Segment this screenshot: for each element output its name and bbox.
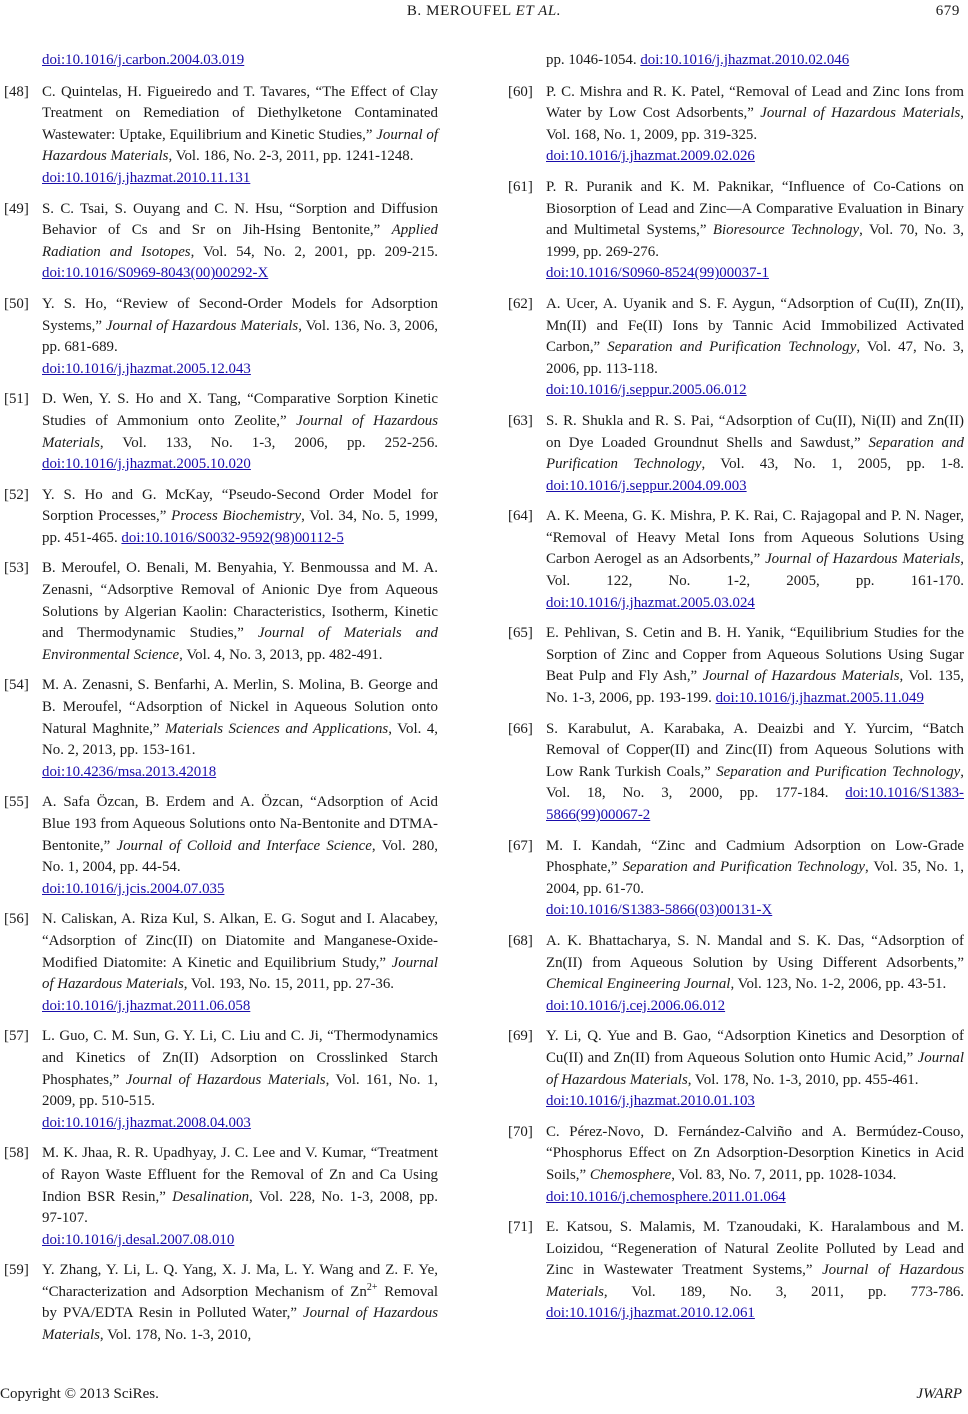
- reference-text: , Vol. 47, No. 3, 2006, pp. 113-118.: [546, 339, 964, 377]
- doi-link[interactable]: doi:10.1016/j.jhazmat.2005.11.049: [715, 690, 924, 707]
- doi-link[interactable]: doi:10.1016/j.jhazmat.2010.11.131: [42, 169, 251, 186]
- reference-number: [61]: [508, 178, 533, 195]
- reference-entry: [508, 623, 964, 709]
- reference-text: Y. S. Ho, “Review of Second-Order Models for Adsorption Systems,”: [42, 295, 438, 334]
- doi-link[interactable]: doi:10.1016/S0032-9592(98)00112-5: [121, 529, 344, 546]
- reference-entry: [4, 82, 438, 190]
- reference-number: [69]: [508, 1028, 533, 1045]
- reference-text: B. Meroufel, O. Benali, M. Benyahia, Y. Benmoussa and M. A. Zenasni, “Adsorptive Removal of Anionic Dye from Aqueous Solutions by Algerian Kaolin: Characteristics, Isotherm, Kinetic and Thermodynamic Studies,”: [42, 560, 438, 642]
- reference-entry: [4, 909, 438, 1017]
- reference-text: , Vol. 123, No. 1-2, 2006, pp. 43-51.: [730, 976, 947, 993]
- doi-link[interactable]: doi:10.1016/j.jhazmat.2005.03.024: [546, 594, 755, 611]
- reference-entry: [4, 1026, 438, 1134]
- reference-text: , Vol. 136, No. 3, 2006, pp. 681-689.: [42, 317, 439, 356]
- reference-text: , Vol. 178, No. 1-3, 2010,: [99, 1327, 252, 1344]
- reference-text: M. K. Jhaa, R. R. Upadhyay, J. C. Lee and V. Kumar, “Treatment of Rayon Waste Effluent for the Removal of Zn and Ca Using Indion BSR Resin,”: [42, 1145, 438, 1205]
- reference-text: Y. Li, Q. Yue and B. Gao, “Adsorption Kinetics and Desorption of Cu(II) and Zn(II) from Aqueous Solution onto Humic Acid,”: [546, 1028, 964, 1066]
- reference-entry: [508, 931, 964, 1017]
- reference-text: E. Katsou, S. Malamis, M. Tzanoudaki, K. Haralambous and M. Loizidou, “Regeneration of Natural Zeolite Polluted by Lead and Zinc in Wastewater Treatment Systems,”: [546, 1219, 964, 1279]
- doi-link[interactable]: doi:10.1016/S0960-8524(99)00037-1: [546, 265, 769, 282]
- reference-journal: Journal of Hazardous Materials: [125, 1071, 326, 1088]
- reference-text: , Vol. 280, No. 1, 2004, pp. 44-54.: [42, 837, 439, 876]
- doi-link[interactable]: doi:10.1016/j.jhazmat.2005.12.043: [42, 360, 251, 377]
- reference-list-right: [508, 82, 964, 1325]
- reference-journal: Chemosphere: [589, 1166, 672, 1183]
- page-number: 679: [935, 3, 960, 19]
- reference-journal: Journal of Hazardous Materials: [42, 954, 438, 993]
- reference-journal: Journal of Hazardous Materials: [760, 105, 961, 122]
- reference-text: S. Karabulut, A. Karabaka, A. Deaizbi and Y. Yurcim, “Batch Removal of Copper(II) and Zinc(II) from Aqueous Solutions with Low Rank Turkish Coals,”: [546, 720, 964, 780]
- reference-entry: [508, 82, 964, 168]
- doi-link[interactable]: doi:10.4236/msa.2013.42018: [42, 763, 217, 780]
- superscript-charge: 2+: [366, 1281, 378, 1293]
- reference-journal: Bioresource Technology: [712, 222, 860, 239]
- reference-text: M. I. Kandah, “Zinc and Cadmium Adsorption on Low-Grade Phosphate,”: [546, 837, 964, 876]
- doi-link[interactable]: doi:10.1016/S1383-5866(03)00131-X: [546, 902, 773, 919]
- reference-entry: [508, 177, 964, 285]
- reference-entry: [508, 1026, 964, 1112]
- reference-number: [52]: [4, 486, 29, 503]
- reference-text: A. K. Meena, G. K. Mishra, P. K. Rai, C. Rajagopal and P. N. Nager, “Removal of Heavy Metal Ions from Aqueous Solutions Using Carbon Aerogel as an Adsorbents,”: [546, 508, 964, 568]
- reference-text: , Vol. 4, No. 2, 2013, pp. 153-161.: [42, 720, 438, 759]
- reference-journal: Materials Sciences and Applications: [165, 720, 389, 737]
- reference-text: , Vol. 133, No. 1-3, 2006, pp. 252-256.: [99, 434, 438, 451]
- reference-journal: Journal of Hazardous Materials: [546, 1262, 964, 1300]
- doi-link[interactable]: doi:10.1016/S1383-5866(99)00067-2: [546, 785, 964, 823]
- reference-text: , Vol. 122, No. 1-2, 2005, pp. 161-170.: [546, 551, 964, 590]
- running-head-authors: B. MEROUFEL: [406, 3, 512, 19]
- reference-number: [57]: [4, 1028, 29, 1045]
- reference-text: , Vol. 168, No. 1, 2009, pp. 319-325.: [546, 105, 964, 143]
- doi-link[interactable]: doi:10.1016/j.jhazmat.2009.02.026: [546, 148, 755, 165]
- running-head-etal: ET AL.: [515, 3, 562, 19]
- reference-journal: Process Biochemistry: [171, 508, 302, 525]
- reference-text: , Vol. 186, No. 2-3, 2011, pp. 1241-1248.: [168, 148, 414, 165]
- reference-number: [48]: [4, 83, 29, 100]
- reference-number: [50]: [4, 295, 29, 312]
- reference-text: A. Ucer, A. Uyanik and S. F. Aygun, “Adsorption of Cu(II), Zn(II), Mn(II) and Fe(II) Ions by Tannic Acid Immobilized Activated Carbon,”: [546, 295, 964, 356]
- reference-number: [62]: [508, 295, 533, 312]
- reference-text: Y. S. Ho and G. McKay, “Pseudo-Second Order Model for Sorption Processes,”: [42, 486, 438, 525]
- reference-entry: [4, 1260, 438, 1346]
- reference-column-left: [4, 50, 438, 1356]
- reference-entry: [508, 294, 964, 402]
- reference-entry: [508, 836, 964, 922]
- reference-number: [65]: [508, 625, 533, 642]
- reference-journal: Separation and Purification Technology: [546, 434, 964, 473]
- reference-journal: Journal of Hazardous Materials: [765, 551, 961, 568]
- page-footer: [0, 1386, 968, 1410]
- reference-entry: [4, 389, 438, 475]
- reference-number: [70]: [508, 1123, 533, 1140]
- reference-entry: [508, 1122, 964, 1208]
- reference-entry: [508, 506, 964, 614]
- reference-text: , Vol. 83, No. 7, 2011, pp. 1028-1034.: [671, 1166, 897, 1183]
- reference-text: , Vol. 43, No. 1, 2005, pp. 1-8.: [701, 456, 965, 473]
- doi-link[interactable]: doi:10.1016/j.seppur.2005.06.012: [546, 382, 747, 399]
- reference-text: A. Safa Özcan, B. Erdem and A. Özcan, “Adsorption of Acid Blue 193 from Aqueous Solutions onto Na-Bentonite and DTMA-Bentonite,”: [42, 794, 438, 854]
- reference-text: E. Pehlivan, S. Cetin and B. H. Yanik, “Equilibrium Studies for the Sorption of Zinc and Copper from Aqueous Solutions Using Sugar Beat Pulp and Fly Ash,”: [546, 625, 964, 685]
- reference-journal: Desalination: [172, 1188, 250, 1205]
- reference-text: , Vol. 189, No. 3, 2011, pp. 773-786.: [603, 1283, 964, 1300]
- doi-link[interactable]: doi:10.1016/j.jhazmat.2008.04.003: [42, 1114, 251, 1131]
- reference-entry: [508, 1217, 964, 1325]
- reference-text: A. K. Bhattacharya, S. N. Mandal and S. K. Das, “Adsorption of Zn(II) from Aqueous Solution by Using Different Adsorbents,”: [546, 932, 964, 971]
- reference-entry: [4, 792, 438, 900]
- reference-text: , Vol. 178, No. 1-3, 2010, pp. 455-461.: [687, 1071, 919, 1088]
- reference-text: S. C. Tsai, S. Ouyang and C. N. Hsu, “Sorption and Diffusion Behavior of Cs and Sr on Jih-Hsing Bentonite,”: [42, 200, 438, 239]
- reference-text: , Vol. 70, No. 3, 1999, pp. 269-276.: [546, 222, 964, 260]
- reference-text: C. Quintelas, H. Figueiredo and T. Tavares, “The Effect of Clay Treatment on Remediation of Diethylketone Contaminated Wastewater: Uptake, Equilibrium and Kinetic Studies,”: [42, 83, 438, 143]
- reference-journal: Journal of Materials and Environmental Science: [42, 625, 438, 663]
- reference-text: , Vol. 34, No. 5, 1999, pp. 451-465.: [42, 508, 438, 546]
- reference-entry: [4, 558, 438, 666]
- journal-abbreviation: JWARP: [916, 1386, 962, 1402]
- reference-number: [64]: [508, 508, 533, 525]
- doi-link[interactable]: doi:10.1016/j.jhazmat.2011.06.058: [42, 997, 251, 1014]
- reference-journal: Chemical Engineering Journal: [546, 976, 731, 993]
- running-head: [0, 3, 968, 20]
- reference-entry: [4, 294, 438, 380]
- doi-link[interactable]: doi:10.1016/j.jhazmat.2005.10.020: [42, 456, 251, 473]
- reference-number: [67]: [508, 837, 533, 854]
- reference-journal: Journal of Hazardous Materials: [105, 317, 299, 334]
- doi-link[interactable]: doi:10.1016/j.carbon.2004.03.019: [42, 52, 245, 68]
- reference-text: S. R. Shukla and R. S. Pai, “Adsorption of Cu(II), Ni(II) and Zn(II) on Dye Loaded Groundnut Shells and Sawdust,”: [546, 412, 964, 451]
- reference-number: [59]: [4, 1262, 29, 1279]
- reference-text: , Vol. 135, No. 1-3, 2006, pp. 193-199.: [546, 668, 964, 707]
- reference-number: [66]: [508, 720, 533, 737]
- reference-number: [51]: [4, 391, 29, 408]
- reference-entry: [508, 411, 964, 497]
- reference-entry: [508, 719, 964, 827]
- doi-link[interactable]: doi:10.1016/j.desal.2007.08.010: [42, 1231, 235, 1248]
- reference-journal: Separation and Purification Technology: [622, 859, 865, 876]
- reference-text: D. Wen, Y. S. Ho and X. Tang, “Comparative Sorption Kinetic Studies of Ammonium onto Zeolite,”: [42, 391, 438, 429]
- reference-number: [56]: [4, 911, 29, 928]
- reference-journal: Journal of Hazardous Materials: [702, 668, 900, 685]
- reference-text: C. Pérez-Novo, D. Fernández-Calviño and A. Bermúdez-Couso, “Phosphorus Effect on Zn Adsorption-Desorption Kinetics in Acid Soils,”: [546, 1123, 964, 1183]
- reference-list-left: [4, 82, 438, 1252]
- reference-journal: Applied Radiation and Isotopes: [42, 222, 438, 260]
- reference-text: pp. 1046-1054.: [546, 52, 641, 68]
- reference-text: Y. Zhang, Y. Li, L. Q. Yang, X. J. Ma, L. Y. Wang and Z. F. Ye, “Characterization and Adsorption Mechanism of Zn: [42, 1262, 438, 1300]
- reference-journal: Separation and Purification Technology: [607, 339, 857, 356]
- reference-text: , Vol. 54, No. 2, 2001, pp. 209-215.: [190, 243, 438, 260]
- reference-continuation: [508, 50, 964, 72]
- reference-number: [60]: [508, 83, 533, 100]
- reference-journal: Journal of Hazardous Materials: [42, 126, 438, 165]
- reference-journal: Journal of Hazardous Materials: [42, 412, 438, 451]
- reference-entry: [4, 485, 438, 550]
- reference-journal: Journal of Hazardous Materials: [546, 1049, 964, 1088]
- doi-link[interactable]: doi:10.1016/j.chemosphere.2011.01.064: [546, 1188, 786, 1205]
- reference-text: , Vol. 18, No. 3, 2000, pp. 177-184.: [546, 763, 964, 802]
- doi-link[interactable]: doi:10.1016/j.jhazmat.2010.12.061: [546, 1305, 755, 1322]
- reference-text: N. Caliskan, A. Riza Kul, S. Alkan, E. G. Sogut and I. Alacabey, “Adsorption of Zinc(II) on Diatomite and Manganese-Oxide-Modified Diatomite: A Kinetic and Equilibrium Study,”: [42, 911, 438, 971]
- reference-number: [63]: [508, 412, 533, 429]
- doi-link[interactable]: doi:10.1016/j.jhazmat.2010.01.103: [546, 1093, 755, 1110]
- reference-entry: [4, 199, 438, 285]
- reference-number: [58]: [4, 1145, 29, 1162]
- reference-text: P. R. Puranik and K. M. Paknikar, “Influence of Co-Cations on Biosorption of Lead and Zinc—A Comparative Evaluation in Binary and Multimetal Systems,”: [546, 178, 964, 239]
- reference-column-right: [508, 50, 964, 1334]
- reference-journal: Journal of Hazardous Materials: [42, 1305, 438, 1344]
- reference-text: M. A. Zenasni, S. Benfarhi, A. Merlin, S. Molina, B. George and B. Meroufel, “Adsorption of Nickel in Aqueous Solution onto Natural Maghnite,”: [42, 677, 438, 737]
- reference-text: , Vol. 193, No. 15, 2011, pp. 27-36.: [183, 976, 395, 993]
- copyright-notice: Copyright © 2013 SciRes.: [0, 1386, 159, 1402]
- reference-text: Removal by PVA/EDTA Resin in Polluted Water,”: [42, 1283, 439, 1322]
- reference-text: P. C. Mishra and R. K. Patel, “Removal of Lead and Zinc Ions from Water by Low Cost Adsorbents,”: [546, 83, 964, 122]
- reference-journal: Separation and Purification Technology: [716, 763, 961, 780]
- reference-text: L. Guo, C. M. Sun, G. Y. Li, C. Liu and C. Ji, “Thermodynamics and Kinetics of Zn(II) Adsorption on Crosslinked Starch Phosphates,”: [42, 1028, 438, 1088]
- reference-number: [53]: [4, 560, 29, 577]
- doi-link[interactable]: doi:10.1016/S0969-8043(00)00292-X: [42, 265, 269, 282]
- reference-number: [54]: [4, 677, 29, 694]
- reference-text: , Vol. 228, No. 1-3, 2008, pp. 97-107.: [42, 1188, 438, 1227]
- doi-link[interactable]: doi:10.1016/j.jcis.2004.07.035: [42, 880, 225, 897]
- reference-entry: [4, 675, 438, 783]
- reference-text: , Vol. 161, No. 1, 2009, pp. 510-515.: [42, 1071, 438, 1110]
- doi-link[interactable]: doi:10.1016/j.jhazmat.2010.02.046: [640, 52, 850, 68]
- reference-number: [55]: [4, 794, 29, 811]
- reference-text: , Vol. 35, No. 1, 2004, pp. 61-70.: [546, 859, 964, 897]
- reference-number: [71]: [508, 1219, 533, 1236]
- reference-number: [49]: [4, 200, 29, 217]
- doi-link[interactable]: doi:10.1016/j.cej.2006.06.012: [546, 997, 726, 1014]
- reference-entry: [4, 1143, 438, 1251]
- reference-journal: Journal of Colloid and Interface Science: [116, 837, 372, 854]
- reference-text: , Vol. 4, No. 3, 2013, pp. 482-491.: [179, 646, 383, 663]
- reference-number: [68]: [508, 932, 533, 949]
- page-header: [0, 0, 968, 30]
- doi-link[interactable]: doi:10.1016/j.seppur.2004.09.003: [546, 477, 747, 494]
